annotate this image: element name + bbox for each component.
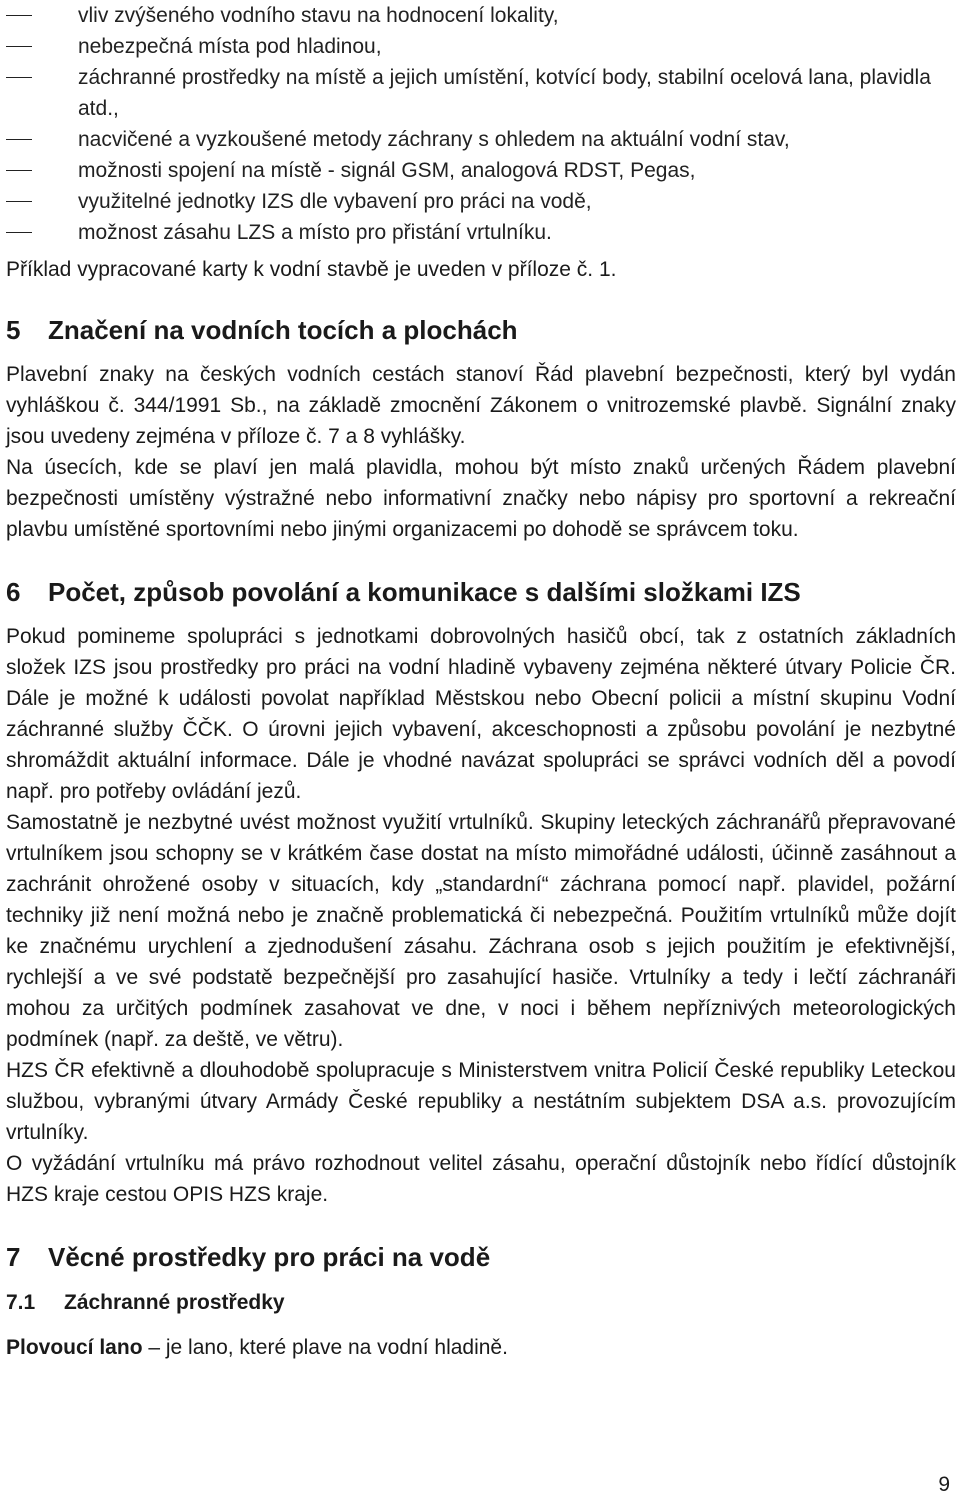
section-6-body xyxy=(6,621,956,1210)
list-item: nebezpečná místa pod hladinou, xyxy=(6,31,956,62)
dash-bullet-icon xyxy=(6,62,52,93)
dash-bullet-icon xyxy=(6,0,52,31)
subsection-title: Záchranné prostředky xyxy=(64,1291,285,1314)
dash-bullet-icon xyxy=(6,217,52,248)
list-item: nacvičené a vyzkoušené metody záchrany s ohledem na aktuální vodní stav, xyxy=(6,124,956,155)
list-item: možnost zásahu LZS a místo pro přistání vrtulníku. xyxy=(6,217,956,248)
section-number: 6 xyxy=(6,577,21,607)
subsection-number: 7.1 xyxy=(6,1291,36,1314)
definition-term: Plovoucí lano xyxy=(6,1336,143,1359)
dash-bullet-icon xyxy=(6,155,52,186)
section-5-body xyxy=(6,359,956,545)
list-item: možnosti spojení na místě - signál GSM, analogová RDST, Pegas, xyxy=(6,155,956,186)
paragraph: Samostatně je nezbytné uvést možnost využití vrtulníků. Skupiny leteckých záchranářů přepravované vrtulníkem jsou schopny se v krátkém čase dostat na místo mimořádné události, účinně zasáhnout a zachránit ohrožené osoby v situacích, kdy „standardní“ záchrana pomocí např. plavidel, požární techniky již není možná nebo je značně problematická či nebezpečná. Použitím vrtulníků může dojít ke značnému urychlení a zjednodušení zásahu. Záchrana osob s jejich použitím je efektivnější, rychlejší a ve své podstatě bezpečnější pro zasahující hasiče. Vrtulníky a tedy i lečtí záchranáři mohou za určitých podmínek zasahovat ve dne, v noci i během nepříznivých meteorologických podmínek (např. za deště, ve větru). xyxy=(6,811,956,1051)
example-note: Příklad vypracované karty k vodní stavbě je uveden v příloze č. 1. xyxy=(6,258,617,281)
paragraph: Plavební znaky na českých vodních cestách stanoví Řád plavební bezpečnosti, který byl vydán vyhláškou č. 344/1991 Sb., na základě zmocnění Zákonem o vnitrozemské plavbě. Signální znaky jsou uvedeny zejména v příloze č. 7 a 8 vyhlášky. xyxy=(6,363,956,448)
dash-bullet-icon xyxy=(6,186,52,217)
dash-bullet-icon xyxy=(6,31,52,62)
section-number: 7 xyxy=(6,1242,21,1272)
paragraph: Na úsecích, kde se plaví jen malá plavidla, mohou být místo znaků určených Řádem plavební bezpečnosti umístěny výstražné nebo informativní značky nebo nápisy pro sportovní a rekreační plavbu umístěné sportovními nebo jinými organizacemi po dohodě se správcem toku. xyxy=(6,456,956,541)
section-5-heading xyxy=(6,313,956,347)
definition-text: – je lano, které plave na vodní hladině. xyxy=(142,1336,508,1359)
definition xyxy=(6,1332,956,1363)
section-7-1-heading xyxy=(6,1288,956,1318)
requirements-list xyxy=(6,0,956,248)
section-title: Značení na vodních tocích a plochách xyxy=(48,315,518,345)
section-6-heading xyxy=(6,575,956,609)
section-title: Věcné prostředky pro práci na vodě xyxy=(48,1242,491,1272)
section-title: Počet, způsob povolání a komunikace s dalšími složkami IZS xyxy=(48,577,801,607)
list-item: využitelné jednotky IZS dle vybavení pro práci na vodě, xyxy=(6,186,956,217)
list-item: vliv zvýšeného vodního stavu na hodnocení lokality, xyxy=(6,0,956,31)
section-number: 5 xyxy=(6,315,21,345)
list-item: záchranné prostředky na místě a jejich umístění, kotvící body, stabilní ocelová lana, plavidla atd., xyxy=(6,62,956,124)
document-page xyxy=(6,0,956,1363)
paragraph: O vyžádání vrtulníku má právo rozhodnout velitel zásahu, operační důstojník nebo řídící důstojník HZS kraje cestou OPIS HZS kraje. xyxy=(6,1152,956,1206)
paragraph: Pokud pomineme spolupráci s jednotkami dobrovolných hasičů obcí, tak z ostatních základních složek IZS jsou prostředky pro práci na vodní hladině vybaveny zejména některé útvary Policie ČR. Dále je možné k události povolat například Městskou nebo Obecní policii a místní skupinu Vodní záchranné služby ČČK. O úrovni jejich vybavení, akceschopnosti a způsobu povolání je nezbytné shromáždit aktuální informace. Dále je vhodné navázat spolupráci se správci vodních děl a povodí např. pro potřeby ovládání jezů. xyxy=(6,625,956,803)
dash-bullet-icon xyxy=(6,124,52,155)
section-7-heading xyxy=(6,1240,956,1274)
paragraph: HZS ČR efektivně a dlouhodobě spolupracuje s Ministerstvem vnitra Policií České republiky Leteckou službou, vybranými útvary Armády České republiky a nestátním subjektem DSA a.s. provozujícím vrtulníky. xyxy=(6,1059,956,1144)
page-number: 9 xyxy=(938,1473,950,1496)
